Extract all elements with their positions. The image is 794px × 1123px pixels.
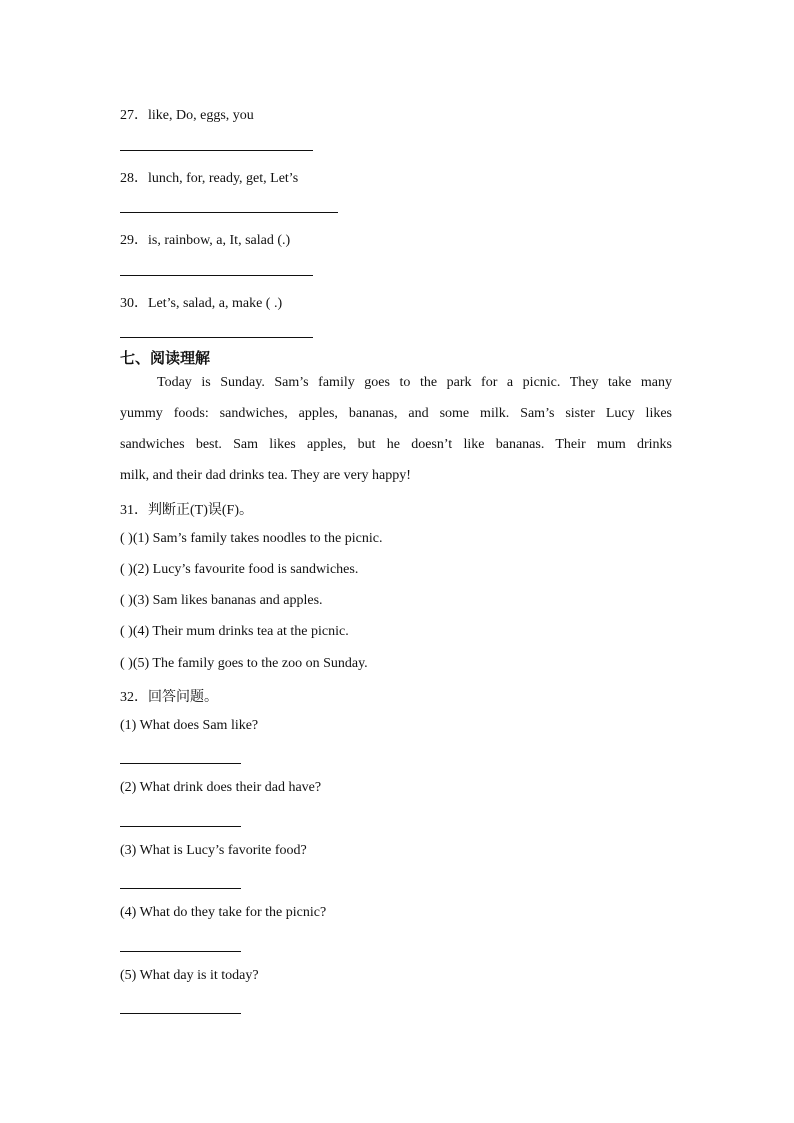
q29-answer-line[interactable] bbox=[120, 275, 313, 276]
q32-title: 32．回答问题。 bbox=[120, 690, 218, 705]
q32-answer-line-3[interactable] bbox=[120, 888, 241, 889]
q32-answer-line-2[interactable] bbox=[120, 826, 241, 827]
q30-prompt: 30．Let’s, salad, a, make ( .) bbox=[120, 296, 283, 311]
q32-answer-line-4[interactable] bbox=[120, 951, 241, 952]
passage-line-1: Today is Sunday. Sam’s family goes to the park for a picnic. They take many bbox=[157, 375, 672, 390]
tf-statement: (5) The family goes to the zoo on Sunday. bbox=[132, 656, 368, 671]
tf-item-3 bbox=[120, 593, 323, 609]
q32-question-2: (2) What drink does their dad have? bbox=[120, 780, 322, 795]
q32-question-1: (1) What does Sam like? bbox=[120, 718, 259, 733]
q32-question-3: (3) What is Lucy’s favorite food? bbox=[120, 843, 307, 858]
passage-line-4: milk, and their dad drinks tea. They are very happy! bbox=[120, 468, 411, 483]
tf-item-5 bbox=[120, 656, 368, 672]
tf-item-4 bbox=[120, 624, 349, 640]
tf-answer-bracket[interactable]: ( ) bbox=[120, 656, 133, 671]
tf-answer-bracket[interactable]: ( ) bbox=[120, 531, 133, 546]
q32-question-5: (5) What day is it today? bbox=[120, 968, 259, 983]
q28-prompt: 28．lunch, for, ready, get, Let’s bbox=[120, 171, 299, 186]
passage-line-3: sandwiches best. Sam likes apples, but he doesn’t like bananas. Their mum drinks bbox=[120, 437, 672, 452]
tf-statement: (2) Lucy’s favourite food is sandwiches. bbox=[132, 562, 359, 577]
tf-answer-bracket[interactable]: ( ) bbox=[120, 624, 133, 639]
tf-answer-bracket[interactable]: ( ) bbox=[120, 562, 133, 577]
q27-answer-line[interactable] bbox=[120, 150, 313, 151]
tf-statement: (3) Sam likes bananas and apples. bbox=[132, 593, 323, 608]
passage-line-2: yummy foods: sandwiches, apples, bananas, and some milk. Sam’s sister Lucy likes bbox=[120, 406, 672, 421]
tf-item-1 bbox=[120, 531, 382, 547]
section-heading: 七、阅读理解 bbox=[120, 351, 211, 367]
q32-answer-line-5[interactable] bbox=[120, 1013, 241, 1014]
tf-item-2 bbox=[120, 562, 358, 578]
q32-answer-line-1[interactable] bbox=[120, 763, 241, 764]
tf-statement: (4) Their mum drinks tea at the picnic. bbox=[132, 624, 349, 639]
q30-answer-line[interactable] bbox=[120, 337, 313, 338]
tf-statement: (1) Sam’s family takes noodles to the picnic. bbox=[132, 531, 383, 546]
q29-prompt: 29．is, rainbow, a, It, salad (.) bbox=[120, 233, 291, 248]
q31-title: 31．判断正(T)误(F)。 bbox=[120, 503, 253, 518]
q28-answer-line[interactable] bbox=[120, 212, 338, 213]
q27-prompt: 27．like, Do, eggs, you bbox=[120, 108, 254, 123]
tf-answer-bracket[interactable]: ( ) bbox=[120, 593, 133, 608]
q32-question-4: (4) What do they take for the picnic? bbox=[120, 905, 327, 920]
